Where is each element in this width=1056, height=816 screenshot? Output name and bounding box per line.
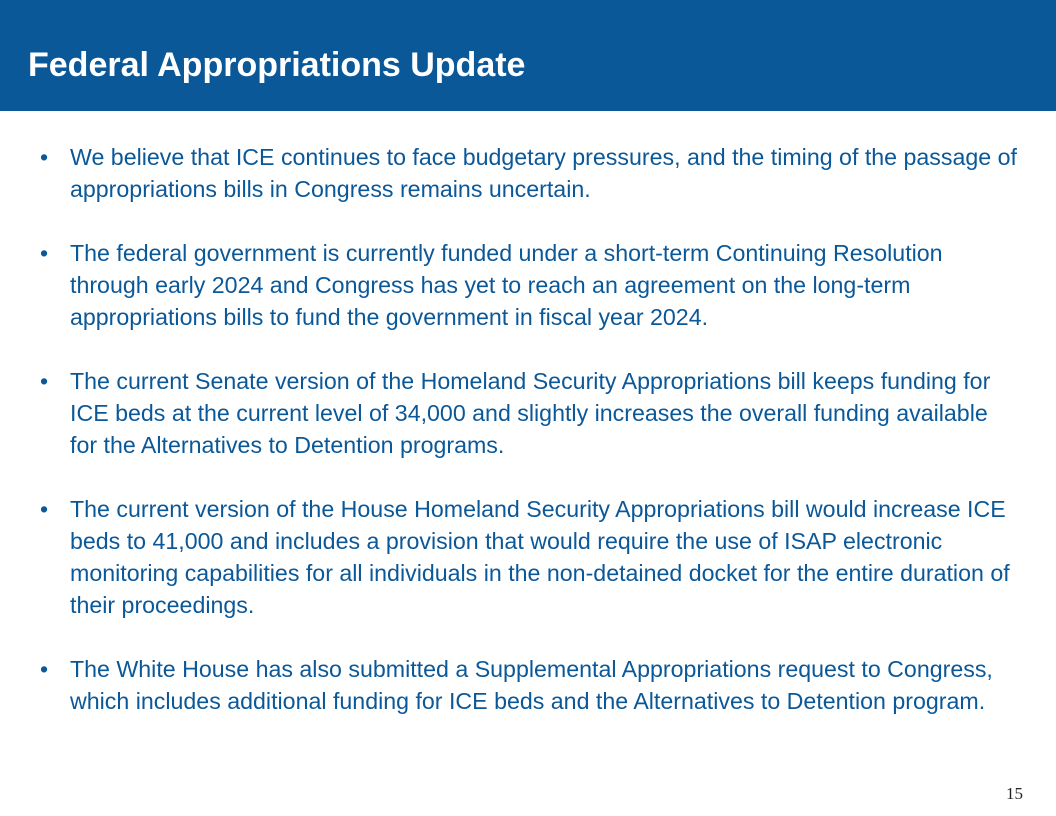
bullet-marker: • [40, 496, 49, 522]
bullet-list [40, 141, 1020, 717]
bullet-item [40, 493, 1020, 621]
bullet-item [40, 653, 1020, 717]
bullet-marker: • [40, 656, 49, 682]
bullet-text: The federal government is currently funded under a short-term Continuing Resolution through early 2024 and Congress has yet to reach an agreement on the long-term appropriations bills to fund the government in fiscal year 2024. [70, 240, 943, 330]
bullet-text: The current version of the House Homeland Security Appropriations bill would increase ICE beds to 41,000 and includes a provision that would require the use of ISAP electronic monitoring capabilities for all individuals in the non-detained docket for the entire duration of their proceedings. [70, 496, 1010, 618]
bullet-item [40, 237, 1020, 333]
bullet-marker: • [40, 144, 49, 170]
slide-title: Federal Appropriations Update [28, 46, 526, 84]
bullet-item [40, 141, 1020, 205]
bullet-item [40, 365, 1020, 461]
page-number: 15 [1006, 784, 1023, 803]
bullet-text: We believe that ICE continues to face budgetary pressures, and the timing of the passage of appropriations bills in Congress remains uncertain. [70, 144, 1017, 202]
bullet-marker: • [40, 240, 49, 266]
bullet-text: The current Senate version of the Homeland Security Appropriations bill keeps funding for ICE beds at the current level of 34,000 and slightly increases the overall funding available for the Alternatives to Detention programs. [70, 368, 991, 458]
bullet-text: The White House has also submitted a Supplemental Appropriations request to Congress, which includes additional funding for ICE beds and the Alternatives to Detention program. [70, 656, 993, 714]
header-bar [0, 0, 1056, 111]
bullet-marker: • [40, 368, 49, 394]
